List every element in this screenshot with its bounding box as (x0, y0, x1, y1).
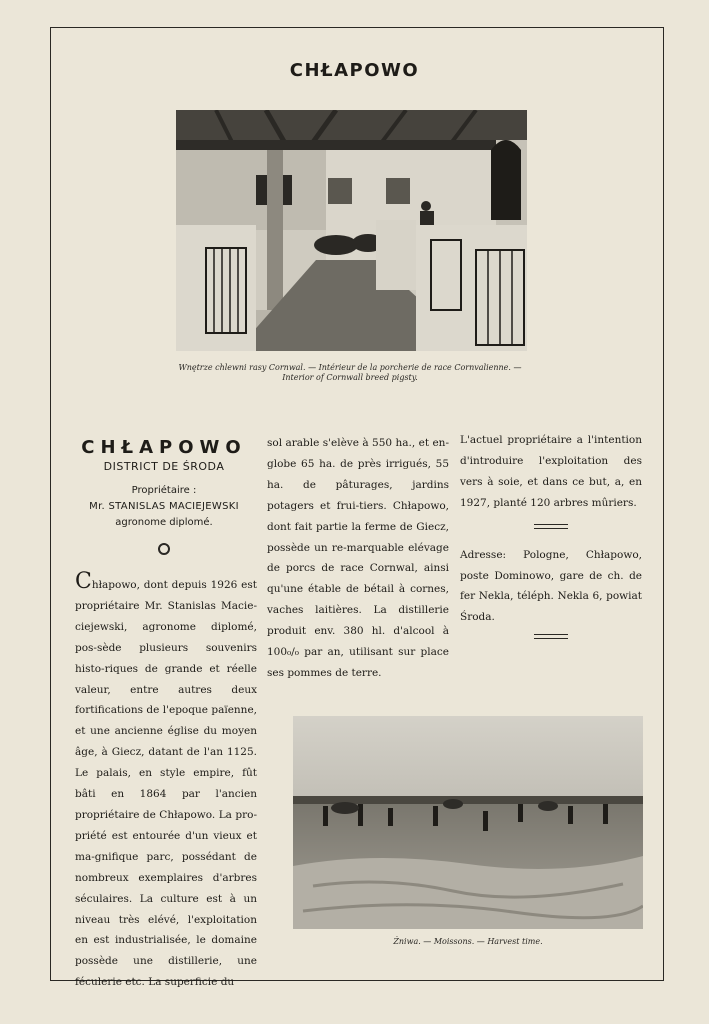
owner-label: Propriétaire : (131, 485, 197, 496)
column-1 (75, 569, 257, 993)
owner-title: agronome diplomé. (115, 517, 213, 528)
pigsty-caption-line2: Interior of Cornwall breed pigsty. (282, 373, 418, 382)
double-rule-divider (534, 524, 568, 529)
drop-cap: C (75, 569, 92, 594)
double-rule-divider (534, 634, 568, 639)
owner-name: Mr. STANISLAS MACIEJEWSKI (89, 501, 239, 512)
district-name: DISTRICT DE ŚRODA (103, 460, 225, 473)
column-3-address: Adresse: Pologne, Chłapowo, poste Dominowo, gare de ch. de fer Nekla, téléph. Nekla 6, powiat Środa. (460, 548, 642, 624)
harvest-caption: Żniwa. — Moissons. — Harvest time. (393, 937, 543, 946)
page-title: CHŁAPOWO (289, 60, 420, 81)
column-3-intro: L'actuel propriétaire a l'intention d'introduire l'exploitation des vers à soie, et dans ce but, a, en 1927, planté 120 arbres mûriers. (460, 434, 642, 509)
harvest-photo (293, 716, 643, 929)
estate-name: CHŁAPOWO (81, 437, 247, 458)
circle-ornament-icon (158, 543, 170, 555)
column-1-text: hłapowo, dont depuis 1926 est propriétaire Mr. Stanislas Macie-ciejewski, agronome diplomé, pos-sède plusieurs souvenirs histo-riques de grande et réelle valeur, entre autres deux fortifications de l'epoque païenne, et une ancienne église du moyen âge, à Giecz, datant de l'an 1125. Le palais, en style empire, fût bâti en 1864 par l'ancien propriétaire de Chłapowo. La pro-priété est entourée d'un vieux et ma-gnifique parc, possédant de nombreux exemplaires d'arbres séculaires. La culture est à un niveau très elévé, l'exploitation en est industrialisée, le domaine possède une distillerie, une féculerie etc. La superficie du (75, 579, 257, 989)
column-2 (267, 433, 449, 684)
pigsty-caption-line1: Wnętrze chlewni rasy Cornwal. — Intérieur de la porcherie de race Cornvalienne. — (178, 363, 522, 372)
pigsty-caption (150, 363, 550, 383)
estate-heading (66, 437, 262, 555)
pigsty-photo (176, 110, 527, 351)
column-3 (460, 430, 642, 639)
column-2-text: sol arable s'elève à 550 ha., et en-globe 65 ha. de près irrigués, 55 ha. de pâturages, jardins potagers et frui-tiers. Chłapowo, dont fait partie la ferme de Giecz, possède un re-marquable elévage de porcs de race Cornwal, ainsi qu'une étable de bétail à cornes, vaches laitières. La distillerie produit env. 380 hl. d'alcool à 100₀/₀ par an, utilisant sur place ses pommes de terre. (267, 437, 449, 679)
